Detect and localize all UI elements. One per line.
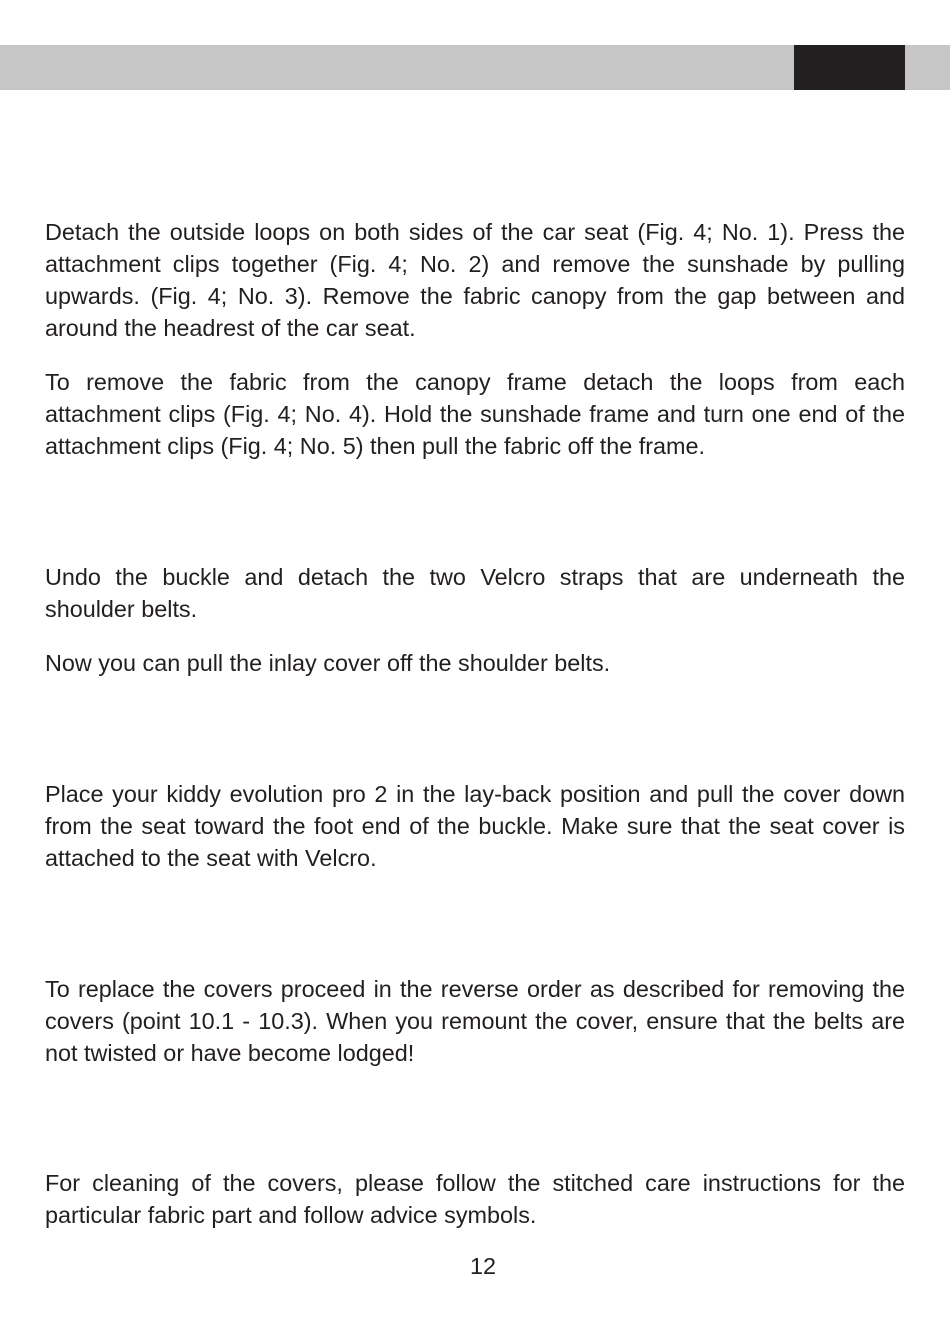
header-tab-marker [794, 45, 905, 90]
page-number: 12 [469, 1253, 497, 1279]
paragraph-remove-canopy-fabric: To remove the fabric from the canopy frame detach the loops from each attachment clips (Fig. 4; No. 4). Hold the sunshade frame and turn one end of the attachment clips (Fig. 4; No. 5) then pull the fabric off the frame. [45, 369, 905, 459]
paragraph-seat-cover: Place your kiddy evolution pro 2 in the lay-back position and pull the cover down from the seat toward the foot end of the buckle. Make sure that the seat cover is attached to the seat with Velcro. [45, 781, 905, 871]
paragraph-cleaning: For cleaning of the covers, please follow the stitched care instructions for the particular fabric part and follow advice symbols. [45, 1170, 905, 1228]
paragraph-inlay-cover: Now you can pull the inlay cover off the shoulder belts. [45, 650, 611, 676]
paragraph-undo-buckle: Undo the buckle and detach the two Velcro straps that are underneath the shoulder belts. [45, 564, 905, 622]
paragraph-remove-sunshade: Detach the outside loops on both sides of the car seat (Fig. 4; No. 1). Press the attachment clips together (Fig. 4; No. 2) and remove the sunshade by pulling upwards. (Fig. 4; No. 3). Remove the fabric canopy from the gap between and around the headrest of the car seat. [45, 219, 905, 341]
paragraph-replace-covers: To replace the covers proceed in the reverse order as described for removing the covers (point 10.1 - 10.3). When you remount the cover, ensure that the belts are not twisted or have become lodged! [45, 976, 905, 1066]
